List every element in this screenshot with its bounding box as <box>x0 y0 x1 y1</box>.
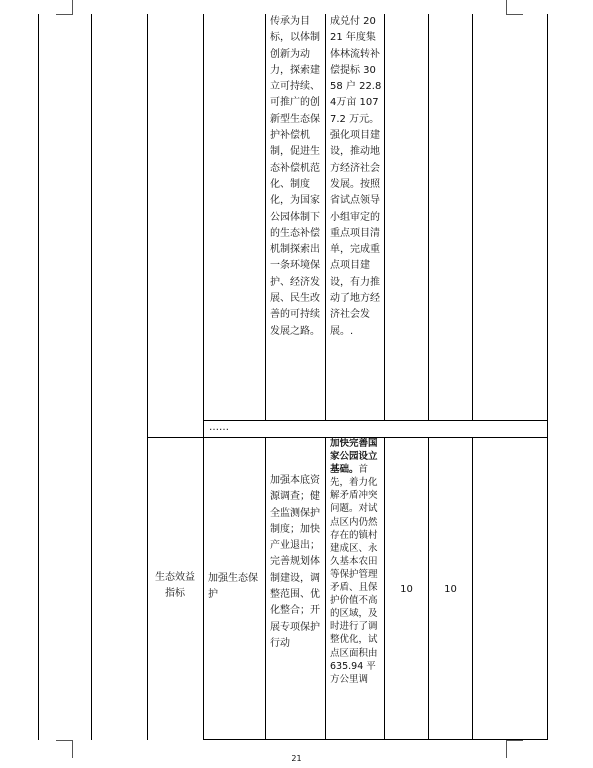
table-col-line-5b <box>325 437 326 740</box>
target-value: 10 <box>400 584 413 595</box>
measures-cell-text: 加强本底资源调查；健全监测保护制度；加快产业退出；完善规划体制建设，调整范围、优化整合；开展专项保护行动 <box>270 475 320 649</box>
table-col-line-4 <box>265 14 266 420</box>
crop-mark-top-left-v <box>72 0 73 14</box>
top-col5-cell-text: 成兑付 2021 年度集体林流转补偿提标 3058 户 22.84万亩 1077.2 万元。强化项目建设，推动地方经济社会发展。按照省试点领导小组审定的重点项目清单，完成重点项目建设，有力推动了地方经济社会发展。. <box>330 16 382 337</box>
table-col-line-1 <box>91 14 92 740</box>
crop-mark-top-right-v <box>506 0 507 14</box>
table-border-right <box>547 14 548 740</box>
table-col-line-5 <box>325 14 326 420</box>
top-col4-cell-text: 传承为目标，以体制创新为动力，探索建立可持续、可推广的创新型生态保护补偿机制，促进生态补偿机范化、制度化，为国家公园体制下的生态补偿机制探索出一条环境保护、经济发展、民生改善的可持续发展之路。 <box>270 16 320 337</box>
progress-heading: 加快完善国家公园设立基础。 <box>330 438 378 476</box>
table-row-line-3 <box>203 739 548 740</box>
table-col-line-2 <box>147 14 148 740</box>
page-number: 21 <box>291 754 302 763</box>
progress-body: 首先，着力化解矛盾冲突问题。对试点区内仍然存在的镇村建成区、永久基本农田等保护管理矛盾、且保护价值不高的区域，及时进行了调整优化，试点区面积由 635.94 平方公里调 <box>330 464 378 685</box>
table-col-line-7 <box>428 14 429 420</box>
table-col-line-4b <box>265 437 266 740</box>
table-border-left <box>38 14 39 740</box>
crop-mark-bottom-right-h <box>506 740 523 741</box>
actual-value: 10 <box>444 584 457 595</box>
table-col-line-8b <box>472 437 473 740</box>
crop-mark-top-right-h <box>506 14 523 15</box>
ellipsis-row-text: …… <box>209 422 229 433</box>
indicator-name-label: 加强生态保护 <box>208 573 258 601</box>
table-col-line-6 <box>384 14 385 420</box>
progress-cell-text <box>330 437 380 686</box>
crop-mark-top-left-h <box>56 14 73 15</box>
table-col-line-3 <box>203 14 204 740</box>
table-col-line-8 <box>472 14 473 420</box>
indicator-category-label: 生态效益指标 <box>155 572 195 600</box>
crop-mark-bottom-left-h <box>56 740 73 741</box>
